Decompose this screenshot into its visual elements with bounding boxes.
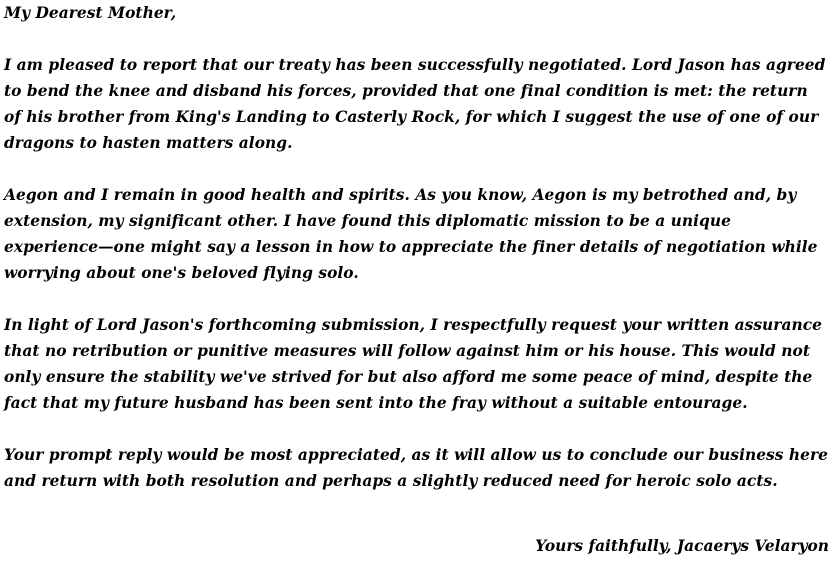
- paragraph-treaty: I am pleased to report that our treaty has been successfully negotiated. Lord Jason has agreed to bend the knee and disband his forces, provided that one final condition is met: the return of his brother from King's Landing to Casterly Rock, for which I suggest the use of one of our dragons to hasten matters along.: [4, 56, 826, 152]
- salutation: My Dearest Mother,: [4, 4, 177, 22]
- paragraph-reply: Your prompt reply would be most appreciated, as it will allow us to conclude our business here and return with both resolution and perhaps a slightly reduced need for heroic solo acts.: [4, 446, 828, 490]
- paragraph-health: Aegon and I remain in good health and spirits. As you know, Aegon is my betrothed and, by extension, my significant other. I have found this diplomatic mission to be a unique experience—one might say a lesson in how to appreciate the finer details of negotiation while worrying about one's beloved flying solo.: [4, 186, 818, 282]
- letter-body: [4, 0, 830, 494]
- closing-signature: Yours faithfully, Jacaerys Velaryon: [535, 537, 829, 555]
- paragraph-request: In light of Lord Jason's forthcoming submission, I respectfully request your written assurance that no retribution or punitive measures will follow against him or his house. This would not only ensure the stability we've strived for but also afford me some peace of mind, despite the fact that my future husband has been sent into the fray without a suitable entourage.: [4, 316, 822, 412]
